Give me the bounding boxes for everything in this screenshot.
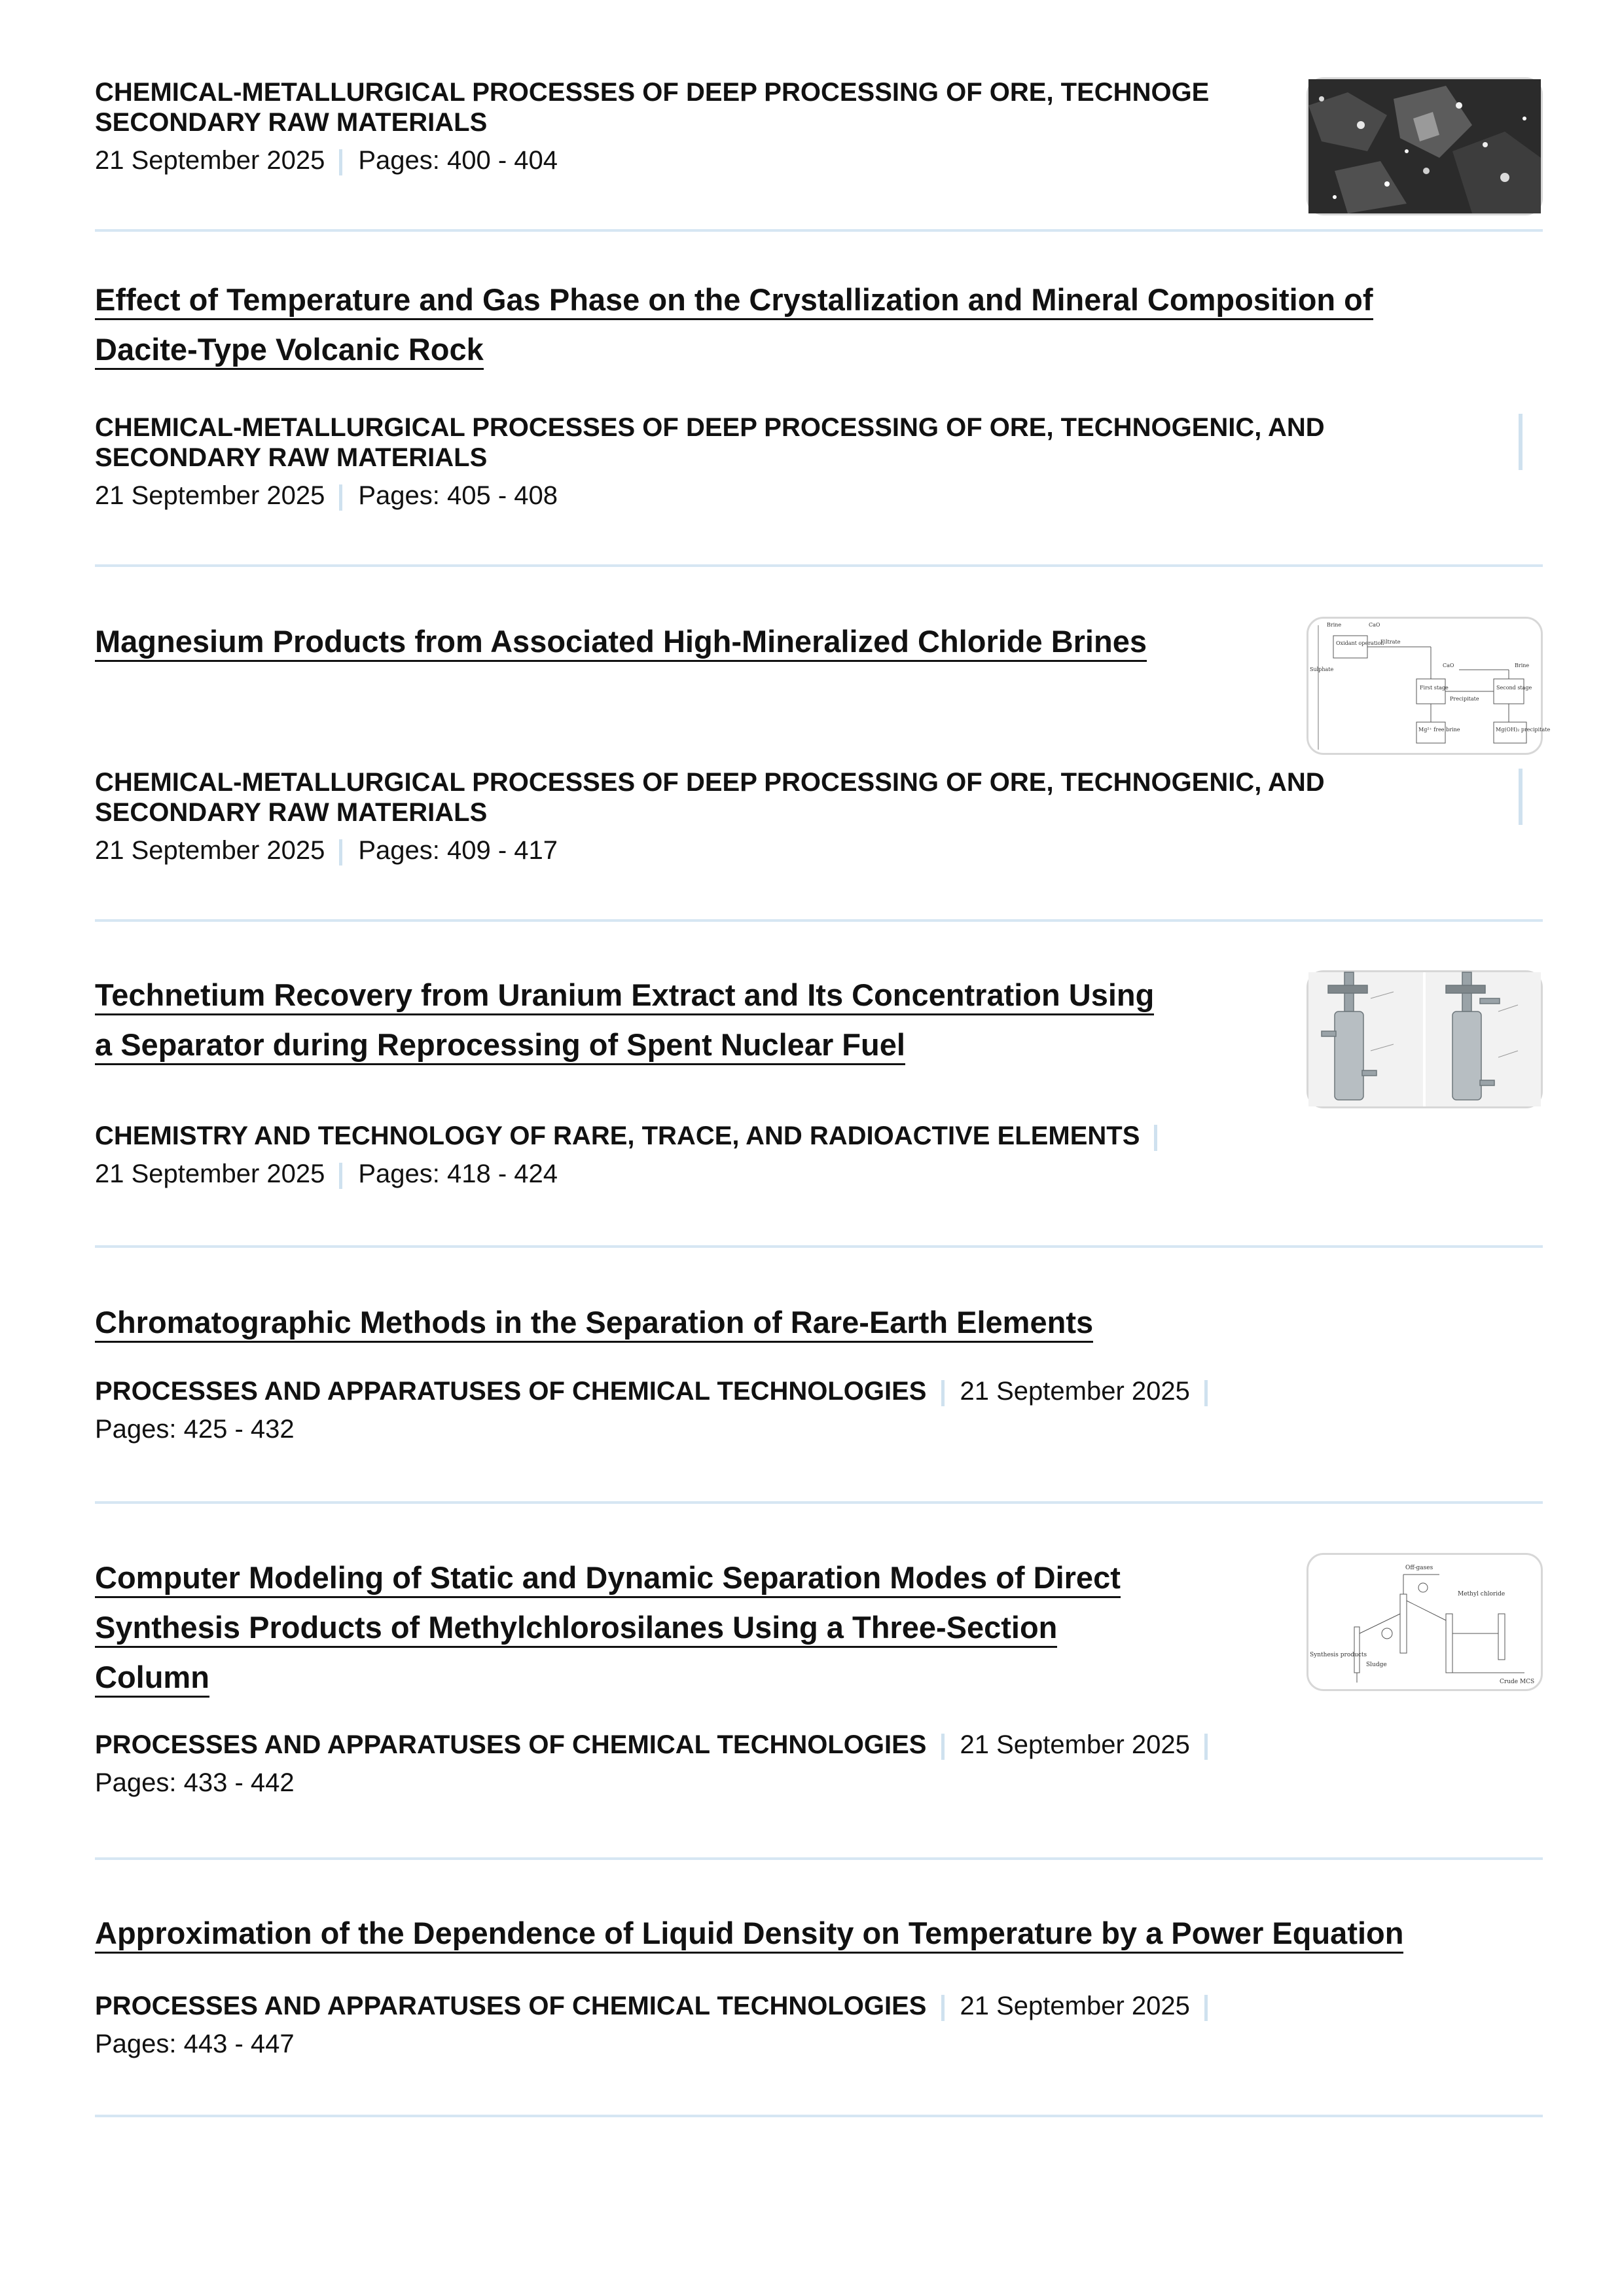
article-meta: [95, 767, 1325, 866]
publication-date: 21 September 2025: [960, 1377, 1190, 1406]
article-title: [95, 617, 1147, 666]
article-card: [95, 970, 1543, 1245]
section-link[interactable]: CHEMICAL-METALLURGICAL PROCESSES OF DEEP PROCESSING OF ORE, TECHNOGENIC, AND SECONDARY RAW MATERIALS: [95, 413, 1325, 472]
separator: [339, 149, 342, 175]
pages-range: Pages: 409 - 417: [358, 836, 558, 865]
article-title-link[interactable]: Effect of Temperature and Gas Phase on the Crystallization and Mineral Composition of: [95, 282, 1373, 320]
diagram-label: Brine: [1327, 622, 1342, 628]
article-meta: [95, 412, 1325, 511]
article-meta: [95, 1121, 1173, 1189]
article-divider: [95, 229, 1543, 232]
separator-apparatus-image: [1308, 972, 1541, 1106]
article-thumbnail[interactable]: [1307, 1553, 1543, 1691]
diagram-label: Crude MCS: [1500, 1679, 1535, 1685]
rock-micrograph-image: [1308, 79, 1541, 213]
article-title-link[interactable]: Chromatographic Methods in the Separation of Rare-Earth Elements: [95, 1305, 1093, 1343]
article-title-link[interactable]: Approximation of the Dependence of Liquid Density on Temperature by a Power Equation: [95, 1916, 1403, 1954]
separator: [339, 1163, 342, 1189]
diagram-label: Methyl chloride: [1458, 1591, 1505, 1597]
diagram-label: Off-gases: [1405, 1565, 1433, 1571]
section-link[interactable]: PROCESSES AND APPARATUSES OF CHEMICAL TECHNOLOGIES: [95, 1377, 927, 1406]
article-title: [95, 1298, 1093, 1347]
article-title: [95, 970, 1154, 1070]
pages-range: Pages: 425 - 432: [95, 1415, 295, 1444]
diagram-label: Second stage: [1496, 685, 1532, 691]
diagram-label: Mg²⁺ free brine: [1418, 727, 1460, 733]
article-divider: [95, 919, 1543, 922]
article-meta: [95, 1376, 1223, 1444]
separator: [1204, 1380, 1208, 1406]
pages-range: Pages: 443 - 447: [95, 2030, 295, 2058]
section-link[interactable]: PROCESSES AND APPARATUSES OF CHEMICAL TECHNOLOGIES: [95, 1992, 927, 2020]
column-scheme-diagram: [1308, 1555, 1541, 1689]
section-link[interactable]: CHEMICAL-METALLURGICAL PROCESSES OF DEEP PROCESSING OF ORE, TECHNOGENIC, AND SECONDARY RAW MATERIALS: [95, 768, 1325, 827]
diagram-label: Oxidant operation: [1336, 640, 1384, 646]
article-meta: [95, 77, 1319, 175]
diagram-label: Sulphate: [1310, 666, 1334, 672]
article-divider: [95, 1245, 1543, 1248]
pages-range: Pages: 400 - 404: [358, 146, 558, 175]
article-card: [95, 617, 1551, 911]
diagram-label: CaO: [1369, 622, 1380, 628]
section-link[interactable]: PROCESSES AND APPARATUSES OF CHEMICAL TECHNOLOGIES: [95, 1730, 927, 1759]
article-card: [95, 0, 1543, 226]
separator: [1204, 1734, 1208, 1760]
diagram-label: Mg(OH)₂ precipitate: [1496, 727, 1551, 733]
section-link[interactable]: CHEMISTRY AND TECHNOLOGY OF RARE, TRACE, AND RADIOACTIVE ELEMENTS: [95, 1121, 1140, 1150]
publication-date: 21 September 2025: [95, 836, 325, 865]
article-title-link[interactable]: a Separator during Reprocessing of Spent Nuclear Fuel: [95, 1027, 905, 1065]
publication-date: 21 September 2025: [960, 1992, 1190, 2020]
diagram-label: Synthesis products: [1310, 1652, 1367, 1658]
article-divider: [95, 1501, 1543, 1504]
diagram-label: First stage: [1420, 685, 1449, 691]
separator: [941, 1995, 945, 2021]
separator: [1519, 414, 1523, 470]
publication-date: 21 September 2025: [95, 146, 325, 175]
article-title-link[interactable]: Magnesium Products from Associated High-Mineralized Chloride Brines: [95, 624, 1147, 662]
article-divider: [95, 564, 1543, 567]
separator: [1204, 1995, 1208, 2021]
article-title: [95, 275, 1373, 374]
article-thumbnail[interactable]: [1307, 970, 1543, 1108]
diagram-label: Filtrate: [1380, 639, 1401, 645]
separator: [1154, 1125, 1157, 1151]
article-title: [95, 1908, 1403, 1958]
article-title-link[interactable]: Computer Modeling of Static and Dynamic Separation Modes of Direct: [95, 1560, 1121, 1598]
article-card: [95, 1298, 1543, 1487]
publication-date: 21 September 2025: [95, 1159, 325, 1188]
pages-range: Pages: 405 - 408: [358, 481, 558, 510]
article-divider: [95, 2115, 1543, 2117]
article-title: [95, 1553, 1121, 1702]
article-thumbnail[interactable]: [1307, 617, 1551, 755]
article-meta: [95, 1730, 1223, 1798]
diagram-label: CaO: [1443, 663, 1454, 668]
diagram-label: Precipitate: [1450, 696, 1479, 702]
diagram-label: Sludge: [1366, 1662, 1387, 1668]
article-title-link[interactable]: Dacite-Type Volcanic Rock: [95, 332, 484, 370]
separator: [1519, 769, 1523, 825]
separator: [941, 1380, 945, 1406]
article-title-link[interactable]: Synthesis Products of Methylchlorosilanes Using a Three-Section: [95, 1610, 1057, 1648]
article-card: [95, 1553, 1543, 1828]
article-card: [95, 275, 1543, 556]
diagram-label: Brine: [1515, 663, 1530, 668]
pages-range: Pages: 433 - 442: [95, 1768, 295, 1797]
separator: [339, 839, 342, 866]
article-thumbnail[interactable]: [1307, 77, 1543, 215]
separator: [339, 484, 342, 511]
article-title-link[interactable]: Technetium Recovery from Uranium Extract and Its Concentration Using: [95, 977, 1154, 1015]
article-card: [95, 1908, 1543, 2098]
separator: [941, 1734, 945, 1760]
publication-date: 21 September 2025: [960, 1730, 1190, 1759]
process-flow-diagram: [1308, 619, 1551, 753]
article-title-link[interactable]: Column: [95, 1660, 209, 1698]
article-meta: [95, 1991, 1223, 2059]
article-divider: [95, 1857, 1543, 1860]
section-link[interactable]: CHEMICAL-METALLURGICAL PROCESSES OF DEEP PROCESSING OF ORE, TECHNOGE SECONDARY RAW MATERIALS: [95, 78, 1210, 137]
publication-date: 21 September 2025: [95, 481, 325, 510]
pages-range: Pages: 418 - 424: [358, 1159, 558, 1188]
